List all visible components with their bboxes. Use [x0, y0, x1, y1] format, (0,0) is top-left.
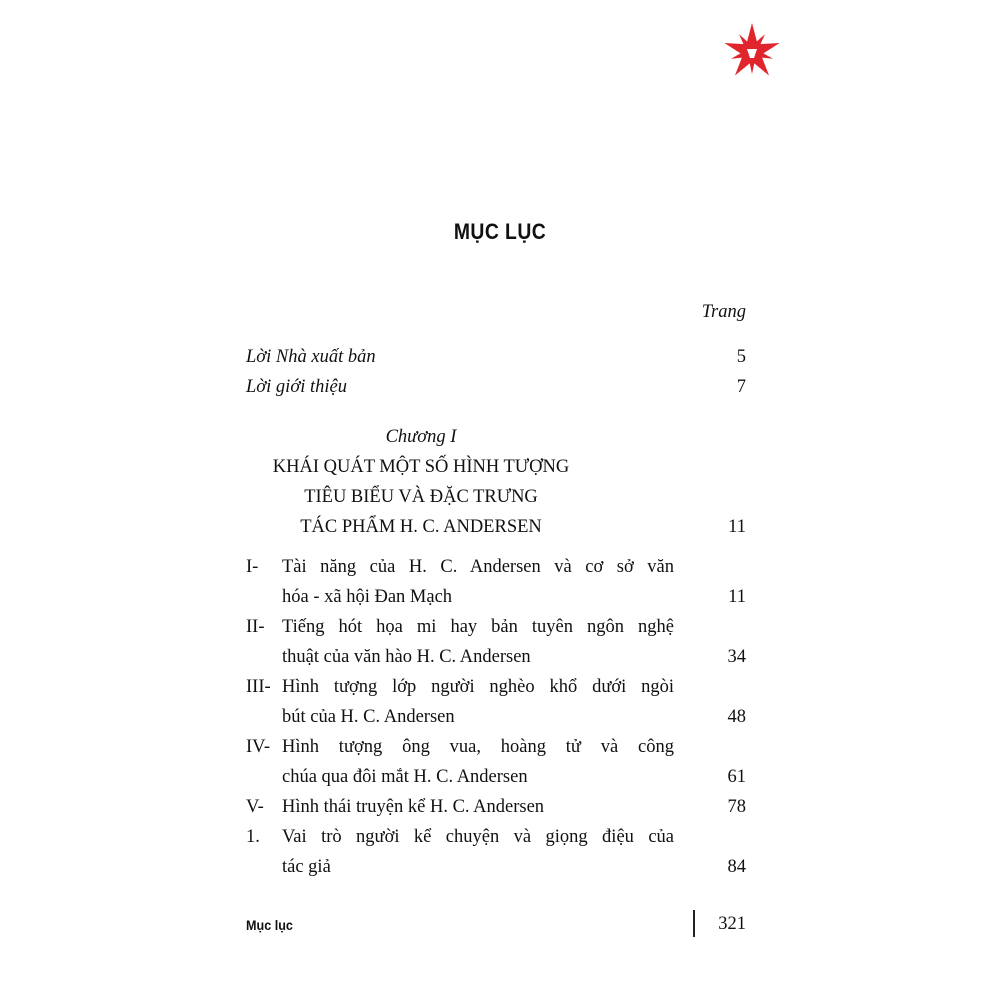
section-line: Hình tượng ông vua, hoàng tử và công	[282, 737, 674, 757]
footer-page-number: 321	[718, 914, 746, 934]
toc-entry-label: Lời Nhà xuất bản	[246, 347, 376, 367]
section-number: IV-	[246, 737, 270, 757]
section-number: II-	[246, 617, 265, 637]
section-line: Hình thái truyện kể H. C. Andersen	[282, 797, 545, 817]
section-page: 48	[727, 707, 746, 727]
toc-entry-front[interactable]	[246, 345, 746, 369]
section-number: I-	[246, 557, 259, 577]
section-line: chúa qua đôi mắt H. C. Andersen	[282, 767, 528, 787]
toc-entry-label: Lời giới thiệu	[246, 377, 347, 397]
toc-entry-page: 7	[736, 377, 746, 397]
section-page: 61	[727, 767, 746, 787]
section-line: thuật của văn hào H. C. Andersen	[282, 647, 531, 667]
section-line: Vai trò người kể chuyện và giọng điệu của	[282, 827, 674, 847]
running-footer-title: Mục lục	[246, 917, 293, 933]
section-line: Tiếng hót họa mi hay bản tuyên ngôn nghệ	[282, 617, 674, 637]
section-line: Tài năng của H. C. Andersen và cơ sở văn	[282, 557, 674, 577]
section-number: V-	[246, 797, 264, 817]
section-page: 84	[727, 857, 746, 877]
section-line: tác giả	[282, 857, 331, 877]
section-number: III-	[246, 677, 271, 697]
section-page: 11	[728, 587, 746, 607]
chapter-page: 11	[728, 517, 746, 537]
toc-entry-front[interactable]	[246, 375, 746, 399]
section-line: Hình tượng lớp người nghèo khổ dưới ngòi	[282, 677, 674, 697]
section-line: hóa - xã hội Đan Mạch	[282, 587, 453, 607]
section-page: 78	[727, 797, 746, 817]
section-line: bút của H. C. Andersen	[282, 707, 455, 727]
table-of-contents: Trang Lời Nhà xuất bản 5 Lời giới thiệu 7 Chương I KHÁI QUÁT MỘT SỐ HÌNH TƯỢNG TIÊU BIỂU VÀ ĐẶC TRƯNG TÁC PHẨM H. C. ANDERSEN 11 I- Tài năng của H. C. Andersen và cơ sở văn hóa - xã hội Đan Mạch 11 II- Tiếng hót họa mi hay bản tuyên ngôn nghệ thuật của văn hào H. C. Andersen 34 III- Hình tượng lớp người nghèo khổ dưới ngòi bút của H. C. Andersen 48 IV- Hình tượng ông vua, hoàng tử và công chúa qua đôi mắt H. C. Andersen 61 V- Hình thái truyện kể H. C. Andersen 78 1. Vai trò người kể chuyện và giọng điệu của tác giả 84	[246, 302, 746, 877]
footer-divider	[693, 910, 695, 937]
section-page: 34	[727, 647, 746, 667]
page-title: MỤC LỤC	[453, 219, 547, 244]
toc-entry-page: 5	[736, 347, 746, 367]
section-number: 1.	[246, 827, 260, 847]
